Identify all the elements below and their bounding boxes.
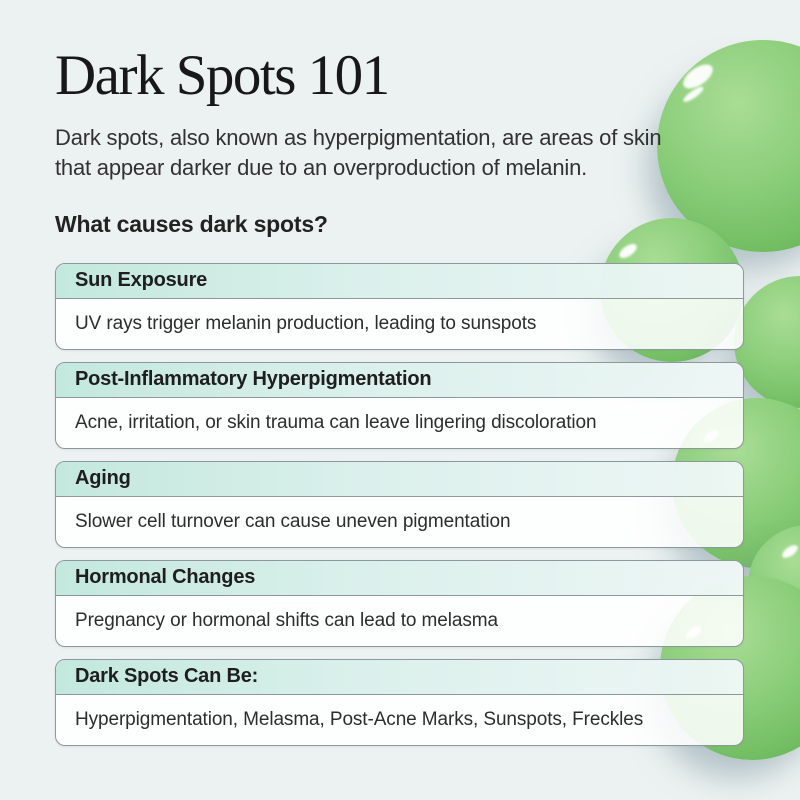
card-title: Post-Inflammatory Hyperpigmentation bbox=[56, 363, 743, 398]
page-subtitle: Dark spots, also known as hyperpigmentation, are areas of skin that appear darker due to an overproduction of melanin. bbox=[55, 124, 662, 181]
card-description: Pregnancy or hormonal shifts can lead to melasma bbox=[75, 609, 498, 631]
card-sun-exposure bbox=[55, 263, 744, 350]
card-title: Hormonal Changes bbox=[56, 561, 743, 596]
card-dark-spots-can-be bbox=[55, 659, 744, 746]
card-title: Dark Spots Can Be: bbox=[56, 660, 743, 695]
card-aging bbox=[55, 461, 744, 548]
card-list bbox=[55, 263, 744, 746]
card-description: Slower cell turnover can cause uneven pigmentation bbox=[75, 510, 511, 532]
card-hormonal-changes bbox=[55, 560, 744, 647]
section-heading: What causes dark spots? bbox=[55, 210, 328, 237]
card-post-inflammatory-hyperpigmentation bbox=[55, 362, 744, 449]
card-description: Acne, irritation, or skin trauma can leave lingering discoloration bbox=[75, 411, 597, 433]
card-description: Hyperpigmentation, Melasma, Post-Acne Marks, Sunspots, Freckles bbox=[75, 708, 644, 730]
card-title: Sun Exposure bbox=[56, 264, 743, 299]
card-description: UV rays trigger melanin production, leading to sunspots bbox=[75, 312, 537, 334]
page-title: Dark Spots 101 bbox=[55, 44, 389, 107]
card-title: Aging bbox=[56, 462, 743, 497]
